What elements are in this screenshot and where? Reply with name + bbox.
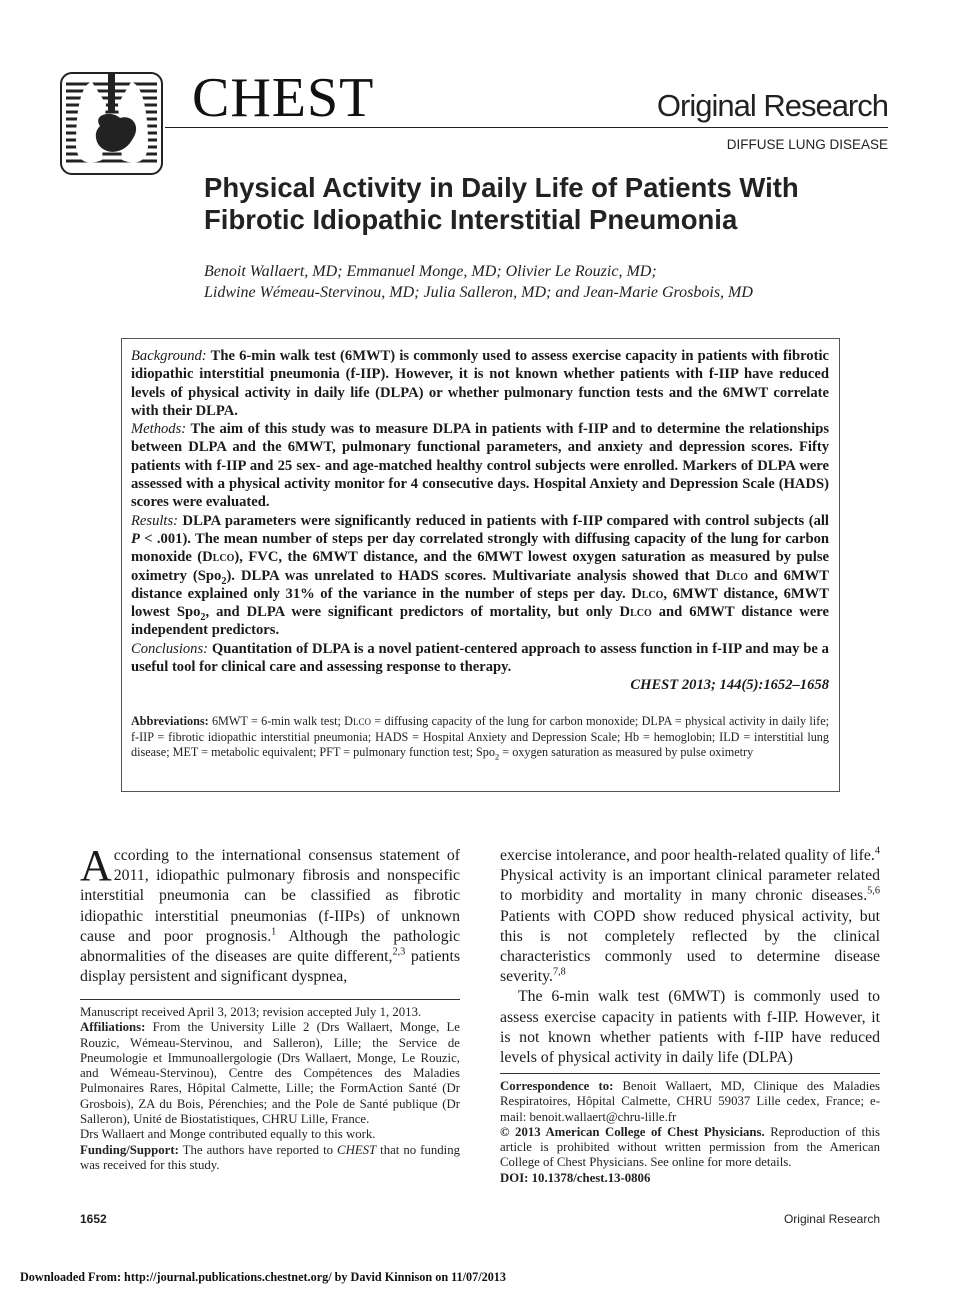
results-heading: Results:: [131, 512, 179, 529]
doi-value[interactable]: 10.1378/chest.13-0806: [531, 1170, 651, 1185]
results-text: , 6MWT distance, 6MWT lowest Spo: [131, 585, 830, 621]
body-column-right: [500, 846, 880, 1068]
abstract-background: [131, 347, 829, 420]
methods-text: The aim of this study was to measure DLPA in patients with f-IIP and to determine the relationships between DLPA and the 6MWT, pulmonary functional parameters, and anxiety and depression scores. Fifty patients with f-IIP and 25 sex- and age-matched healthy control subjects were enrolled. Markers of DLPA were assessed with a physical activity monitor for 4 consecutive days. Hospital Anxiety and Depression Scale (HADS) scores were evaluated.: [131, 421, 829, 511]
footnote-rule: [500, 1073, 880, 1074]
article-type: Original Research: [656, 88, 888, 123]
download-notice: Downloaded From: http://journal.publications.chestnet.org/ by David Kinnison on 11/07/2013: [20, 1270, 506, 1284]
abbreviations-heading: Abbreviations:: [131, 714, 209, 728]
reference[interactable]: 2,3: [392, 946, 406, 958]
results-text: < .001). The mean number of steps per day correlated strongly with diffusing capacity of the lung for carbon monoxide (: [131, 530, 829, 566]
dlco-term: Dlco: [631, 585, 664, 602]
reference[interactable]: 7,8: [552, 966, 566, 978]
body-text: patients display persistent and significant dyspnea,: [80, 948, 460, 986]
article-notes: [80, 1005, 460, 1173]
footnote-rule: [80, 999, 460, 1000]
abstract-citation: CHEST 2013; 144(5):1652–1658: [630, 677, 829, 694]
copyright-heading: © 2013 American College of Chest Physicians.: [500, 1124, 765, 1139]
affiliations-heading: Affiliations:: [80, 1020, 146, 1035]
funding-text: that no funding was received for this study.: [80, 1142, 460, 1172]
doi: [500, 1171, 880, 1186]
dlco-term: Dlco: [344, 714, 371, 728]
correspondence-notes: [500, 1079, 880, 1186]
results-text: ). DLPA was unrelated to HADS scores. Multivariate analysis showed that: [226, 567, 716, 584]
results-text: and 6MWT distance were independent predictors.: [131, 604, 830, 639]
abbreviations-text: 6MWT = 6-min walk test;: [208, 714, 345, 728]
abstract-methods: [131, 420, 829, 511]
abbreviations-text: = diffusing capacity of the lung for carbon monoxide; DLPA = physical activity in daily life; f-IIP = fibrotic idiopathic interstitial pneumonia; HADS = Hospital Anxiety and Depression Scale; Hb = hemoglobin; ILD = interstitial lung disease; MET = metabolic equivalent; PFT = pulmonary function test; Spo: [131, 714, 829, 760]
journal-logo: [60, 72, 163, 175]
affiliations: [80, 1020, 460, 1127]
correspondence-text: Benoit Wallaert, MD, Clinique des Maladies Respiratoires, Hôpital Calmette, CHRU 59037 Lille cedex, France; e-mail: benoit.wallaert@chru-lille.fr: [500, 1079, 880, 1124]
abbreviations: [131, 714, 829, 761]
body-column-left: [80, 841, 461, 987]
p-symbol: P: [131, 530, 140, 547]
authors-line-1: Benoit Wallaert, MD; Emmanuel Monge, MD; Olivier Le Rouzic, MD;: [204, 263, 657, 280]
dlco-term: Dlco: [202, 549, 235, 566]
reference[interactable]: 1: [271, 926, 277, 938]
methods-heading: Methods:: [131, 421, 187, 438]
equal-contribution: Drs Wallaert and Monge contributed equally to this work.: [80, 1127, 376, 1142]
reference[interactable]: 5,6: [867, 886, 880, 898]
page-number: 1652: [80, 1212, 107, 1226]
funding: [80, 1143, 460, 1174]
drop-cap: A: [80, 841, 112, 890]
lungs-logo-icon: [62, 74, 161, 173]
journal-name: CHEST: [192, 67, 375, 129]
affiliations-text: From the University Lille 2 (Drs Wallaert, Monge, Le Rouzic, Wémeau-Stervinou, and Salleron), Lille; the Service de Pneumologie et Immunoallergologie (Drs Wallaert, Monge, Le Rouzic, and Wémeau-Stervinou), Centre des Compétences des Maladies Pulmonaires Rares, Hôpital Calmette, Lille; the FormAction Santé (Dr Grosbois), ZA du Bois, Pérenchies; and the Pole de Santé publique (Dr Salleron), Unité de Biostatistiques, CHRU Lille, France.: [80, 1020, 460, 1127]
results-text: , and DLPA were significant predictors of mortality, but only: [205, 604, 620, 621]
copyright-text: Reproduction of this article is prohibited without written permission from the American College of Chest Physicians. See online for more details.: [500, 1124, 881, 1170]
body-text: Patients with COPD show reduced physical activity, but this is not completely reflected by the clinical characteristics commonly used to determine disease severity.: [500, 907, 880, 986]
results-text: ), FVC, the 6MWT distance, and the 6MWT lowest oxygen saturation as measured by pulse oximetry (Spo: [131, 549, 829, 584]
abstract-conclusions: [131, 640, 829, 677]
background-text: The 6-min walk test (6MWT) is commonly used to assess exercise capacity in patients with fibrotic idiopathic interstitial pneumonia (f-IIP). However, it is not known whether patients with f-IIP have reduced levels of physical activity in daily life (DLPA) or whether pulmonary function tests and the 6MWT correlate with their DLPA.: [131, 348, 829, 419]
background-heading: Background:: [131, 348, 207, 364]
results-text: and 6MWT distance explained only 31% of the variance in the number of steps per day.: [131, 567, 829, 602]
body-text: exercise intolerance, and poor health-related quality of life.: [500, 847, 875, 864]
abstract: [131, 347, 829, 695]
section-label: DIFFUSE LUNG DISEASE: [726, 137, 888, 152]
dlco-term: Dlco: [715, 567, 749, 584]
author-list: [204, 261, 904, 303]
correspondence: [500, 1079, 880, 1125]
intro-paragraph-1: [80, 841, 461, 987]
conclusions-text: Quantitation of DLPA is a novel patient-centered approach to assess function in f-IIP and may be a useful tool for clinical care and assessing response to therapy.: [131, 640, 829, 676]
body-text: Although the pathologic abnormalities of the diseases are quite different,: [80, 927, 461, 966]
intro-paragraph-2: The 6-min walk test (6MWT) is commonly used to assess exercise capacity in patients with f-IIP. However, it is not known whether patients with f-IIP have reduced levels of physical activity in daily life (DLPA): [500, 988, 880, 1067]
doi-heading: DOI:: [500, 1170, 529, 1185]
footer-label: Original Research: [783, 1212, 880, 1226]
conclusions-heading: Conclusions:: [131, 640, 209, 657]
intro-paragraph-1-cont: [500, 846, 880, 987]
funding-text: The authors have reported to: [178, 1142, 338, 1157]
correspondence-heading: Correspondence to:: [500, 1079, 614, 1093]
dlco-term: Dlco: [619, 604, 652, 621]
results-text: DLPA parameters were significantly reduced in patients with f-IIP compared with control subjects (all: [182, 512, 829, 529]
header-rule: [165, 127, 888, 128]
subscript: 2: [221, 575, 227, 587]
abbreviations-text: = oxygen saturation as measured by pulse oximetry: [499, 745, 754, 760]
article-title: Physical Activity in Daily Life of Patients With Fibrotic Idiopathic Interstitial Pneumonia: [204, 172, 799, 235]
abstract-results: [131, 512, 829, 640]
funding-heading: Funding/Support:: [80, 1142, 179, 1157]
journal-ref: CHEST: [337, 1142, 377, 1157]
body-text: ccording to the international consensus statement of 2011, idiopathic pulmonary fibrosis and nonspecific interstitial pneumonia can be classified as fibrotic idiopathic interstitial pneumonias (f-IIPs) of unknown cause and poor prognosis.: [80, 847, 460, 945]
body-text: Physical activity is an important clinical parameter related to morbidity and mortality in many chronic diseases.: [500, 867, 880, 905]
authors-line-2: Lidwine Wémeau-Stervinou, MD; Julia Salleron, MD; and Jean-Marie Grosbois, MD: [204, 284, 753, 301]
subscript: 2: [494, 751, 500, 762]
copyright: [500, 1125, 880, 1171]
reference[interactable]: 4: [874, 845, 880, 857]
subscript: 2: [200, 612, 206, 624]
manuscript-received: Manuscript received April 3, 2013; revision accepted July 1, 2013.: [80, 1005, 422, 1019]
